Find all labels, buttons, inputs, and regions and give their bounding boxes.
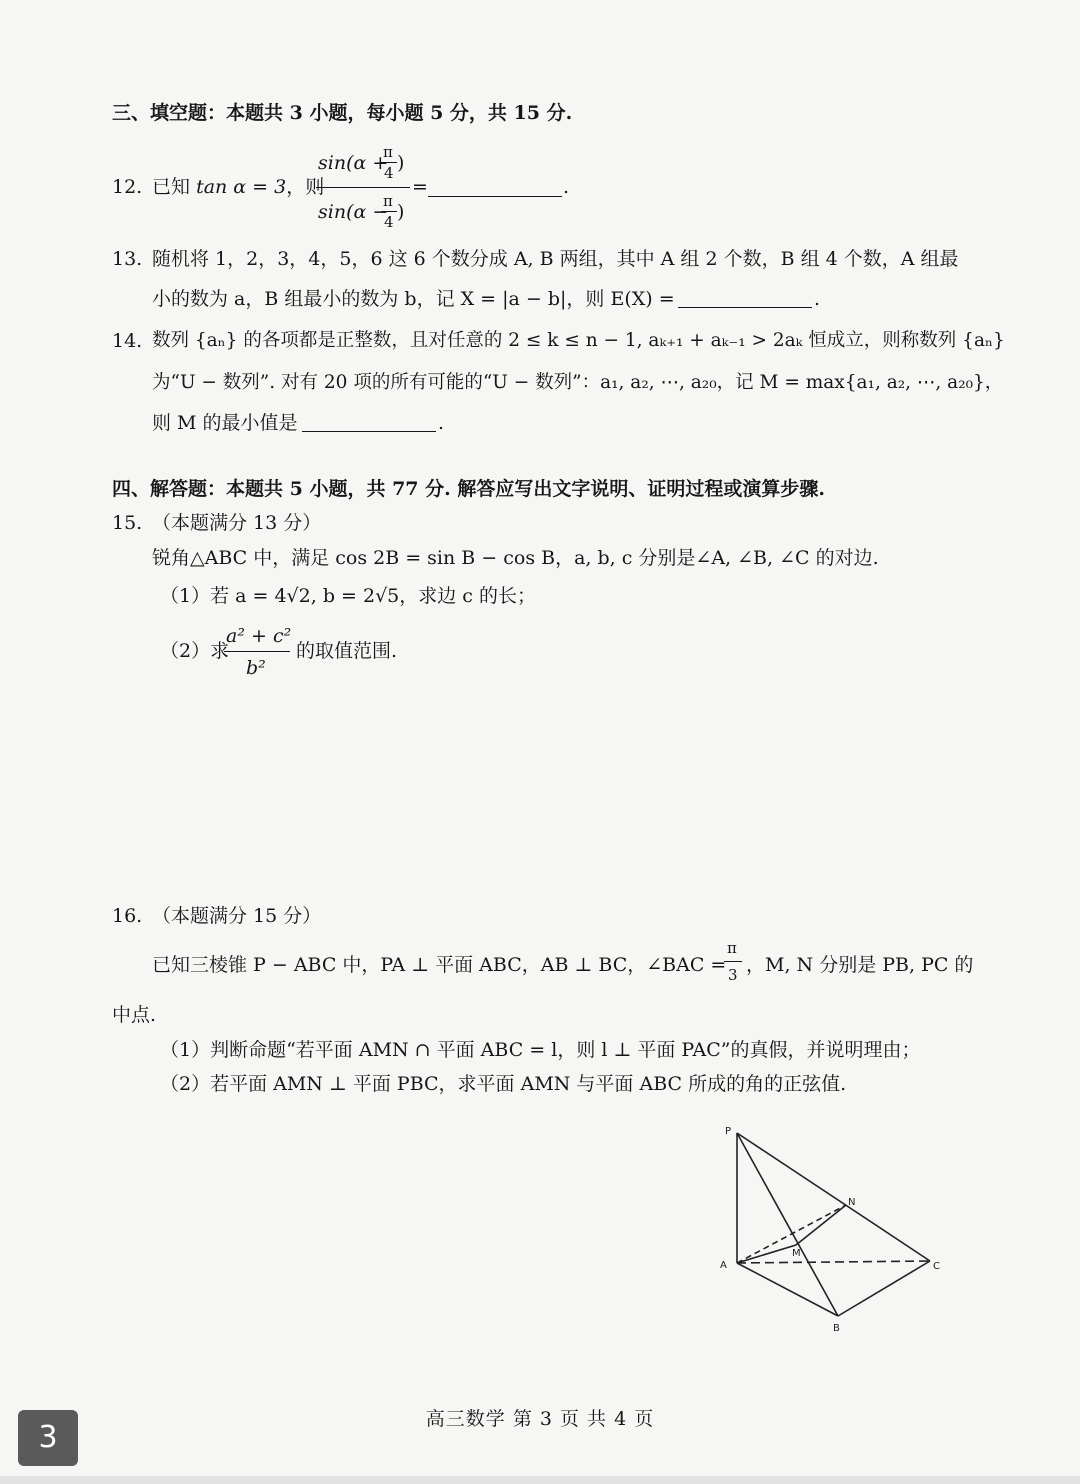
q12-equals: = bbox=[412, 176, 428, 198]
q15-fraction-bar bbox=[224, 651, 290, 652]
q15-part2-suffix: 的取值范围. bbox=[296, 640, 398, 662]
q15-part2-prefix: （2）求 bbox=[160, 640, 230, 662]
q16-stem-b: ，M, N 分别是 PB, PC 的 bbox=[746, 954, 974, 976]
q14-line2: 为“U − 数列”. 对有 20 项的所有可能的“U − 数列”：a₁, a₂, ⋯, a₂₀，记 M = max{a₁, a₂, ⋯, a₂₀}， bbox=[152, 372, 1004, 393]
q12-condition bbox=[152, 174, 324, 200]
q16-stem-a: 已知三棱锥 P − ABC 中，PA ⊥ 平面 ABC，AB ⊥ BC，∠BAC = bbox=[152, 954, 727, 976]
q15-score: （本题满分 13 分） bbox=[152, 512, 322, 534]
q12-den-close: ) bbox=[397, 201, 405, 223]
edge-AC-dashed bbox=[737, 1261, 930, 1263]
page-footer: 高三数学 第 3 页 共 4 页 bbox=[425, 1408, 655, 1430]
q12-num-four: 4 bbox=[384, 164, 394, 182]
q13-period: . bbox=[814, 288, 821, 310]
q16-stem-c: 中点. bbox=[112, 1004, 157, 1026]
q14-period: . bbox=[438, 412, 445, 434]
q14-answer-blank[interactable] bbox=[302, 431, 436, 432]
q15-part1: （1）若 a = 4√2, b = 2√5，求边 c 的长； bbox=[160, 585, 536, 607]
q15-stem: 锐角△ABC 中，满足 cos 2B = sin B − cos B，a, b, c 分别是∠A, ∠B, ∠C 的对边. bbox=[152, 547, 879, 569]
pyramid-figure bbox=[700, 1110, 980, 1340]
edge-PC bbox=[737, 1133, 930, 1261]
q12-num-pi-bar bbox=[381, 162, 397, 163]
q14-number: 14. bbox=[112, 330, 143, 352]
q13-line1: 随机将 1，2，3，4，5，6 这 6 个数分成 A, B 两组，其中 A 组 2 个数，B 组 4 个数，A 组最 bbox=[152, 248, 959, 270]
q12-cond: tan α = 3 bbox=[196, 176, 287, 198]
q12-numerator bbox=[318, 150, 388, 176]
q16-score: （本题满分 15 分） bbox=[152, 905, 322, 927]
page-number-badge[interactable]: 3 bbox=[18, 1410, 78, 1466]
q15-frac-denominator: b² bbox=[246, 657, 266, 679]
label-C: C bbox=[933, 1261, 940, 1272]
q12-fraction-bar bbox=[316, 187, 410, 188]
q12-period: . bbox=[563, 176, 570, 198]
label-P: P bbox=[725, 1126, 732, 1137]
bottom-strip bbox=[0, 1476, 1080, 1484]
q16-part2: （2）若平面 AMN ⊥ 平面 PBC，求平面 AMN 与平面 ABC 所成的角的正弦值. bbox=[160, 1073, 847, 1095]
q12-denominator bbox=[318, 199, 388, 225]
q12-num-expr-a: sin(α + bbox=[318, 152, 389, 174]
label-M: M bbox=[792, 1248, 801, 1259]
section3-heading: 三、填空题：本题共 3 小题，每小题 5 分，共 15 分. bbox=[112, 102, 573, 124]
segment-MN bbox=[796, 1205, 846, 1245]
q16-pi-bar bbox=[724, 961, 742, 962]
q15-number: 15. bbox=[112, 512, 143, 534]
q12-den-four: 4 bbox=[384, 213, 394, 231]
q13-line2: 小的数为 a，B 组最小的数为 b，记 X = |a − b|，则 E(X) = bbox=[152, 288, 675, 310]
q12-den-expr-a: sin(α − bbox=[318, 201, 389, 223]
q12-num-close: ) bbox=[397, 152, 405, 174]
label-N: N bbox=[848, 1197, 856, 1208]
q16-three: 3 bbox=[728, 966, 738, 984]
q16-pi: π bbox=[727, 939, 737, 957]
label-B: B bbox=[833, 1323, 840, 1334]
q12-den-pi: π bbox=[383, 192, 393, 210]
q12-prefix: 已知 bbox=[152, 176, 191, 198]
q12-den-pi-bar bbox=[381, 211, 397, 212]
label-A: A bbox=[720, 1260, 727, 1271]
q16-part1: （1）判断命题“若平面 AMN ∩ 平面 ABC = l，则 l ⊥ 平面 PAC”的真假，并说明理由； bbox=[160, 1039, 921, 1061]
edge-BC bbox=[838, 1261, 930, 1316]
q15-frac-numerator: a² + c² bbox=[226, 625, 292, 647]
section4-heading: 四、解答题：本题共 5 小题，共 77 分. 解答应写出文字说明、证明过程或演算步骤. bbox=[112, 478, 825, 500]
q13-number: 13. bbox=[112, 248, 143, 270]
q16-number: 16. bbox=[112, 905, 143, 927]
q14-line3: 则 M 的最小值是 bbox=[152, 412, 298, 434]
q12-num-pi: π bbox=[383, 143, 393, 161]
q12-then: ，则 bbox=[286, 176, 325, 198]
q12-number: 12. bbox=[112, 176, 143, 198]
q14-line1: 数列 {aₙ} 的各项都是正整数，且对任意的 2 ≤ k ≤ n − 1, aₖ₊₁ + aₖ₋₁ > 2aₖ 恒成立，则称数列 {aₙ} bbox=[152, 330, 1005, 351]
q13-answer-blank[interactable] bbox=[678, 307, 812, 308]
q12-answer-blank[interactable] bbox=[428, 196, 562, 197]
